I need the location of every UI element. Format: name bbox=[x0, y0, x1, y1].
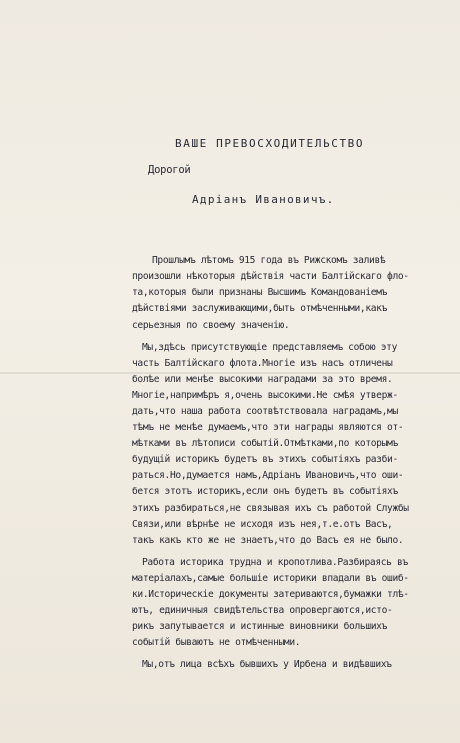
letter-heading: ВАШЕ ПРЕВОСХОДИТЕЛЬСТВО bbox=[175, 137, 365, 150]
letter-body-line: ки.Историческіе документы затериваются,бумажки тлѣ- bbox=[132, 589, 409, 600]
letter-body-line: та,которыя были признаны Высшимъ Командованіемъ bbox=[132, 287, 388, 298]
letter-body-line: будущій историкъ будетъ въ этихъ событіяхъ разби- bbox=[132, 454, 398, 465]
letter-body-line: болѣе или менѣе высокими наградами за это время. bbox=[132, 374, 393, 385]
letter-salutation: Дорогой bbox=[148, 164, 191, 176]
letter-body-line: серьезныя по своему значенію. bbox=[132, 320, 290, 331]
letter-body-line: раться.Но,думается намъ,Адріанъ Ивановичъ,что оши- bbox=[132, 470, 404, 481]
letter-body-line: такъ какъ кто же не знаетъ,что до Васъ ея не было. bbox=[132, 535, 404, 546]
letter-body-line: произошли нѣкоторыя дѣйствія части Балтійскаго фло- bbox=[132, 271, 409, 282]
letter-body-line: ютъ, единичныя свидѣтельства опровергаются,исто- bbox=[132, 605, 393, 616]
letter-body-line: этихъ разбираться,не связывая ихъ съ работой Службы bbox=[132, 503, 409, 514]
letter-body-line: матеріалахъ,самые большіе историки впадали въ ошиб- bbox=[132, 573, 409, 584]
letter-body-line: Многіе,напримѣръ я,очень высокими.Не смѣя утверж- bbox=[132, 390, 398, 401]
letter-body-line: тѣмъ не менѣе думаемъ,что эти награды являются от- bbox=[132, 422, 404, 433]
letter-body-line: часть Балтійскаго флота.Многіе изъ насъ отличены bbox=[132, 358, 393, 369]
letter-body-line: рикъ запутывается и истинные виновники большихъ bbox=[132, 621, 388, 632]
letter-body-line: событій бываютъ не отмѣченными. bbox=[132, 637, 301, 648]
letter-body-line: Мы,здѣсь присутствующіе представляемъ собою эту bbox=[142, 342, 398, 353]
letter-body-line: Мы,отъ лица всѣхъ бывшихъ у Ирбена и видѣвшихъ bbox=[142, 659, 392, 670]
letter-body-line: Прошлымъ лѣтомъ 915 года въ Рижскомъ заливѣ bbox=[152, 255, 386, 266]
letter-addressee: Адріанъ Ивановичъ. bbox=[192, 193, 335, 206]
letter-body-line: дѣйствіями заслуживающими,быть отмѣченными,какъ bbox=[132, 303, 388, 314]
letter-body-line: дать,что наша работа соотвѣтствовала наградамъ,мы bbox=[132, 406, 398, 417]
letter-body-line: бется этотъ историкъ,если онъ будетъ въ событіяхъ bbox=[132, 486, 398, 497]
letter-body-line: Работа историка трудна и кропотлива.Разбираясь въ bbox=[142, 557, 408, 568]
letter-body-line: Связи,или вѣрнѣе не исходя изъ нея,т.е.отъ Васъ, bbox=[132, 519, 393, 530]
letter-body-line: мѣтками въ лѣтописи событій.Отмѣтками,по которымъ bbox=[132, 438, 398, 449]
